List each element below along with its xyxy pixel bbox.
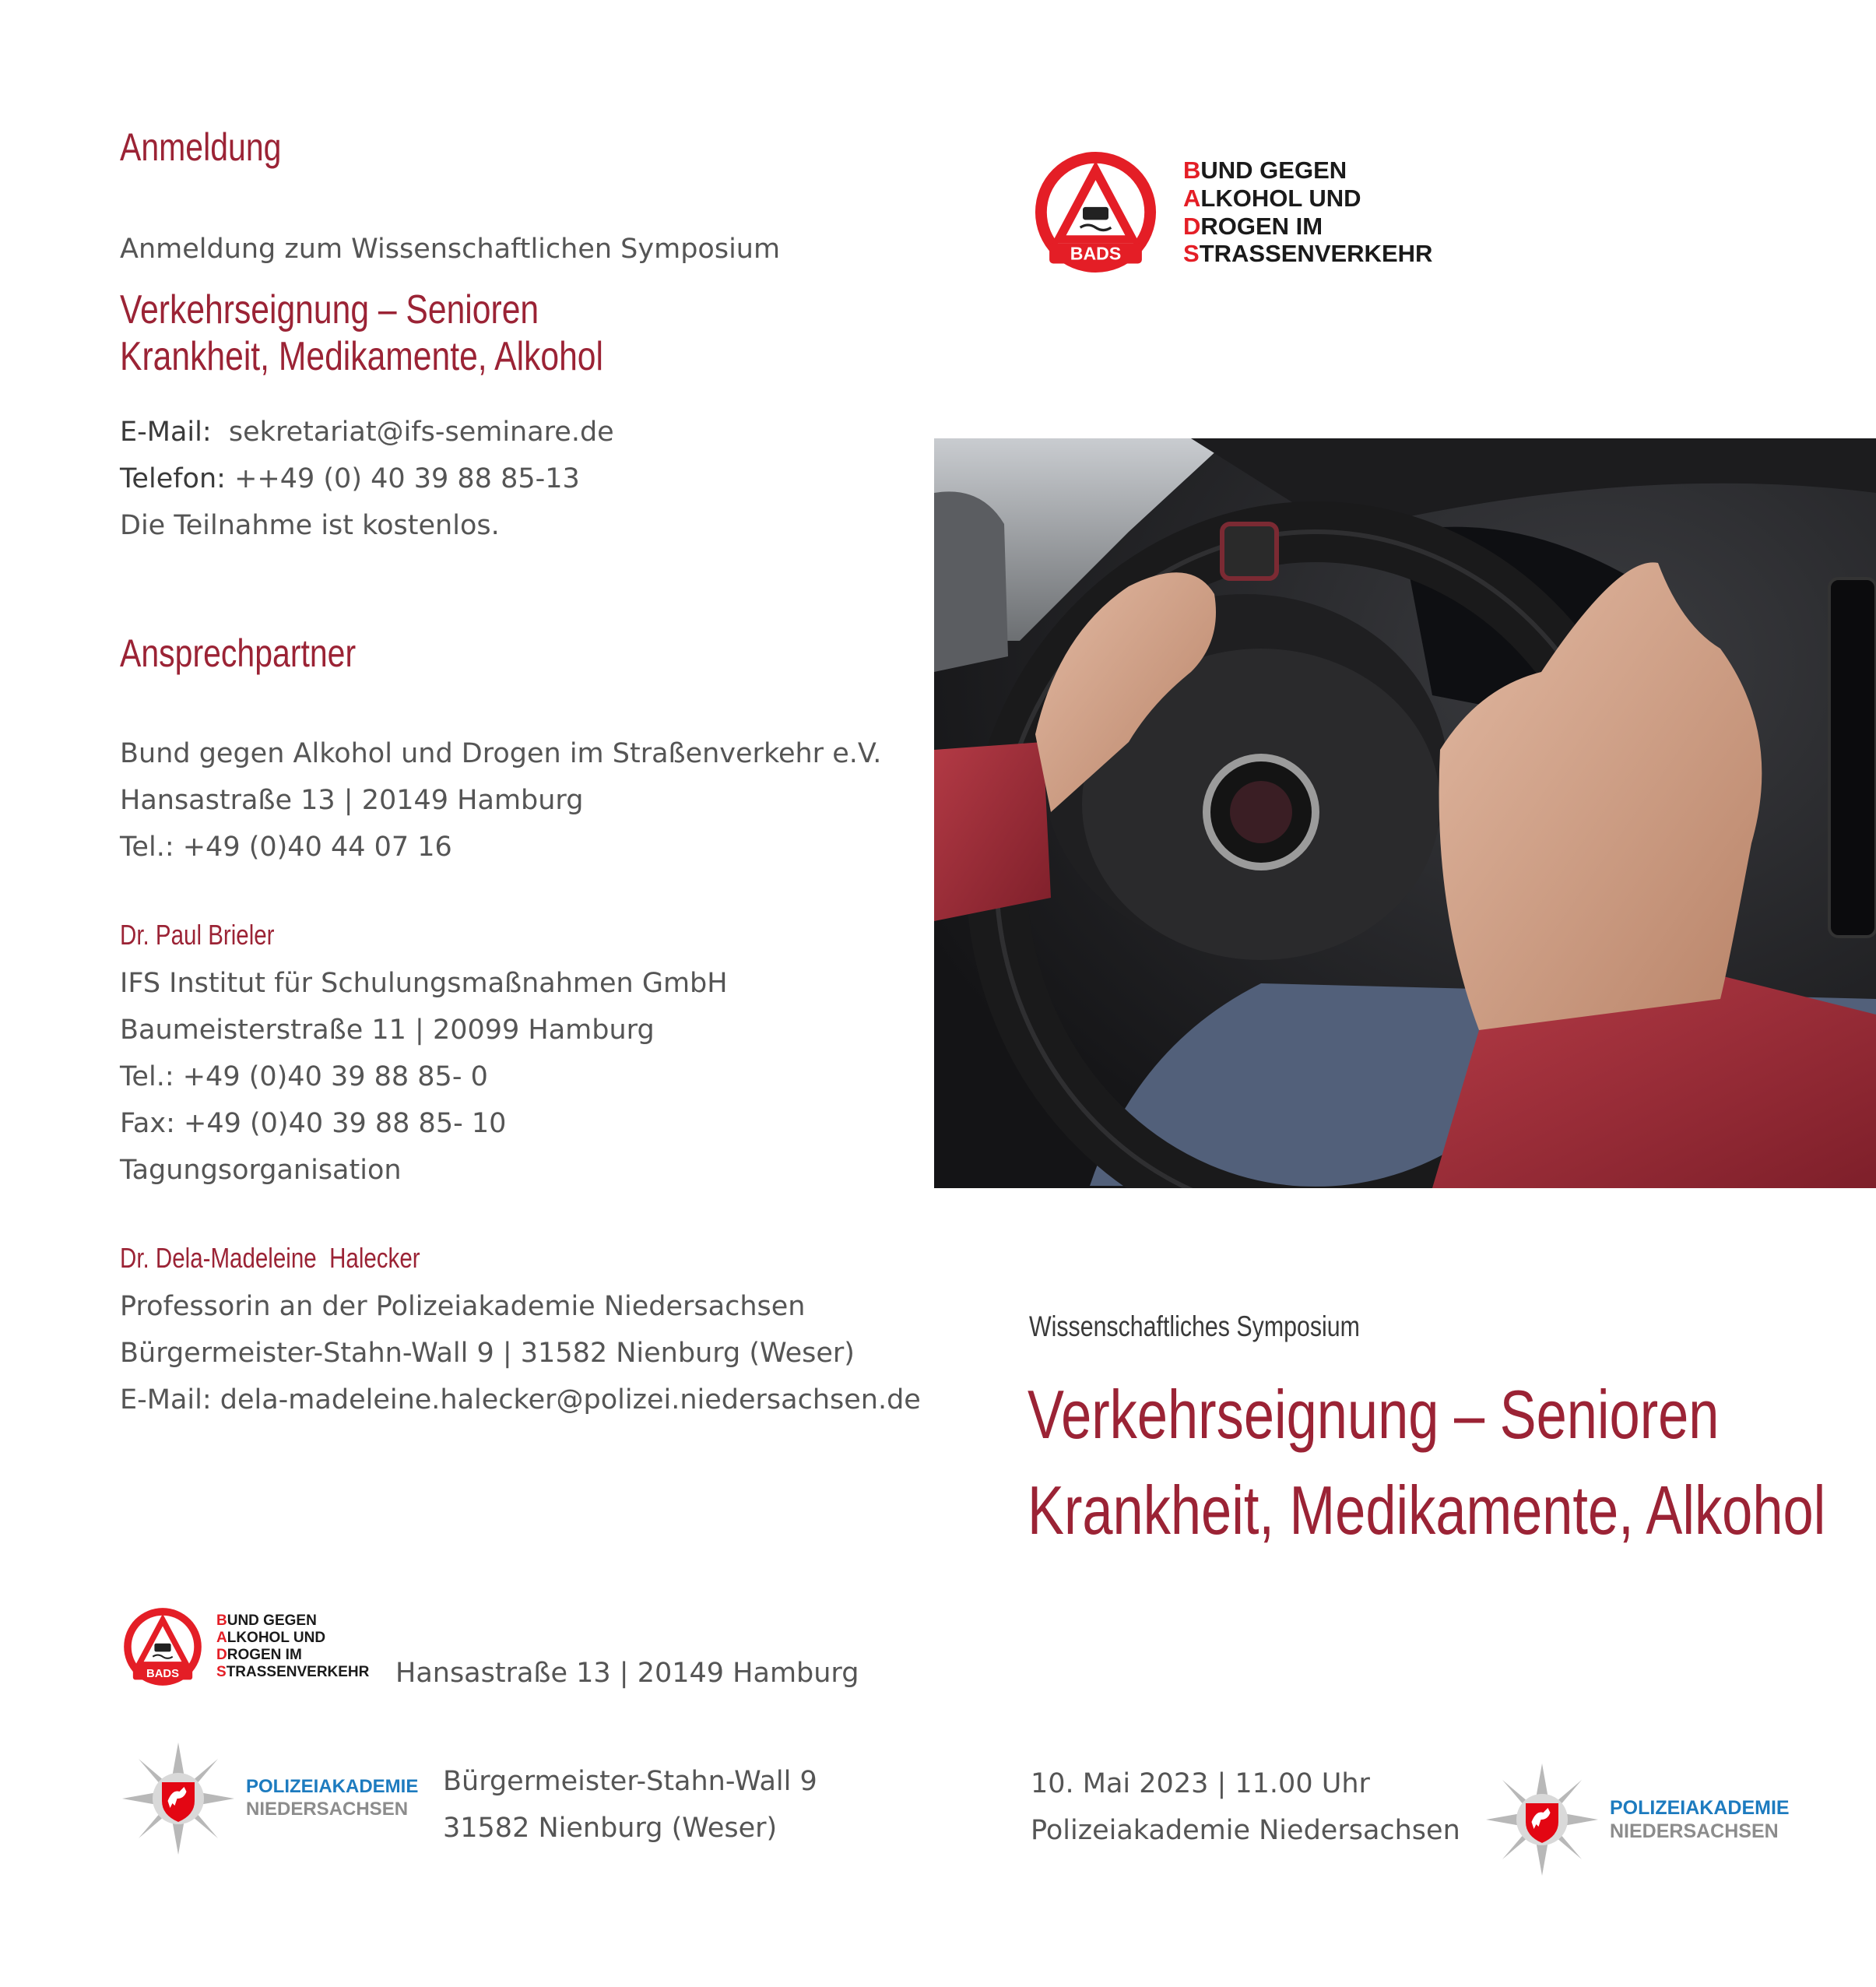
contact-person2-name: Dr. Dela-Madeleine Halecker bbox=[120, 1242, 420, 1274]
symposium-title-line1: Verkehrseignung – Senioren bbox=[1028, 1376, 1720, 1453]
org-block bbox=[120, 730, 881, 870]
person1-address: Baumeisterstraße 11 | 20099 Hamburg bbox=[120, 1015, 655, 1046]
contact-person1-name: Dr. Paul Brieler bbox=[120, 919, 275, 951]
person1-role: Tagungsorganisation bbox=[120, 1155, 402, 1186]
org-name: Bund gegen Alkohol und Drogen im Straßenverkehr e.V. bbox=[120, 738, 882, 769]
contact-person2-block bbox=[120, 1283, 921, 1423]
police-star-icon bbox=[120, 1740, 237, 1857]
registration-email-link[interactable]: sekretariat@ifs-seminare.de bbox=[228, 417, 614, 448]
person2-email-link[interactable]: E-Mail: dela-madeleine.halecker@polizei.niedersachsen.de bbox=[120, 1384, 921, 1416]
bads-logo-large bbox=[1031, 148, 1432, 276]
symposium-title bbox=[1028, 1366, 1825, 1558]
steering-wheel-photo bbox=[934, 438, 1876, 1188]
bads-wordmark-small: BUND GEGEN ALKOHOL UND DROGEN IM STRASSENVERKEHR bbox=[216, 1612, 370, 1680]
police-address-line1: Bürgermeister-Stahn-Wall 9 bbox=[443, 1766, 817, 1797]
contact-person1-block bbox=[120, 960, 728, 1194]
email-label: E-Mail: bbox=[120, 417, 212, 448]
police-address-line2: 31582 Nienburg (Weser) bbox=[443, 1813, 778, 1844]
bads-footer-address: Hansastraße 13 | 20149 Hamburg bbox=[395, 1658, 859, 1689]
event-date: 10. Mai 2023 | 11.00 Uhr bbox=[1031, 1768, 1370, 1799]
police-logo-left bbox=[120, 1740, 418, 1857]
person1-phone: Tel.: +49 (0)40 39 88 85- 0 bbox=[120, 1061, 488, 1092]
event-venue: Polizeiakademie Niedersachsen bbox=[1031, 1815, 1460, 1846]
phone-label: Telefon: bbox=[120, 463, 226, 494]
svg-text:BADS: BADS bbox=[1070, 243, 1122, 264]
person1-org: IFS Institut für Schulungsmaßnahmen GmbH bbox=[120, 968, 728, 999]
steering-wheel-photo-icon bbox=[934, 438, 1876, 1188]
org-address: Hansastraße 13 | 20149 Hamburg bbox=[120, 785, 584, 816]
symposium-subtitle: Wissenschaftliches Symposium bbox=[1029, 1310, 1360, 1342]
registration-intro: Anmeldung zum Wissenschaftlichen Symposium bbox=[120, 234, 781, 265]
registration-event-title bbox=[120, 287, 603, 380]
svg-text:BADS: BADS bbox=[146, 1668, 180, 1681]
police-wordmark-right: POLIZEIAKADEMIE NIEDERSACHSEN bbox=[1610, 1797, 1790, 1842]
symposium-title-line2: Krankheit, Medikamente, Alkohol bbox=[1028, 1472, 1826, 1549]
police-star-icon bbox=[1484, 1761, 1600, 1878]
person2-role: Professorin an der Polizeiakademie Niedersachsen bbox=[120, 1291, 806, 1322]
registration-contact-block bbox=[120, 409, 614, 549]
registration-phone: ++49 (0) 40 39 88 85-13 bbox=[234, 463, 580, 494]
contacts-heading: Ansprechpartner bbox=[120, 631, 357, 675]
event-details bbox=[1031, 1760, 1460, 1854]
registration-title-line1: Verkehrseignung – Senioren bbox=[120, 287, 539, 332]
org-phone: Tel.: +49 (0)40 44 07 16 bbox=[120, 832, 452, 863]
bads-logo-small bbox=[121, 1605, 369, 1688]
bads-wordmark-large: BUND GEGEN ALKOHOL UND DROGEN IM STRASSENVERKEHR bbox=[1183, 156, 1433, 268]
participation-note: Die Teilnahme ist kostenlos. bbox=[120, 510, 500, 541]
registration-title-line2: Krankheit, Medikamente, Alkohol bbox=[120, 334, 603, 379]
bads-emblem-icon bbox=[121, 1605, 204, 1688]
person1-fax: Fax: +49 (0)40 39 88 85- 10 bbox=[120, 1108, 507, 1139]
police-footer-address bbox=[443, 1758, 817, 1852]
registration-heading: Anmeldung bbox=[120, 125, 282, 169]
police-wordmark-left: POLIZEIAKADEMIE NIEDERSACHSEN bbox=[246, 1776, 419, 1820]
bads-emblem-icon bbox=[1031, 148, 1160, 276]
person2-address: Bürgermeister-Stahn-Wall 9 | 31582 Nienburg (Weser) bbox=[120, 1338, 855, 1369]
police-logo-right bbox=[1484, 1761, 1790, 1878]
